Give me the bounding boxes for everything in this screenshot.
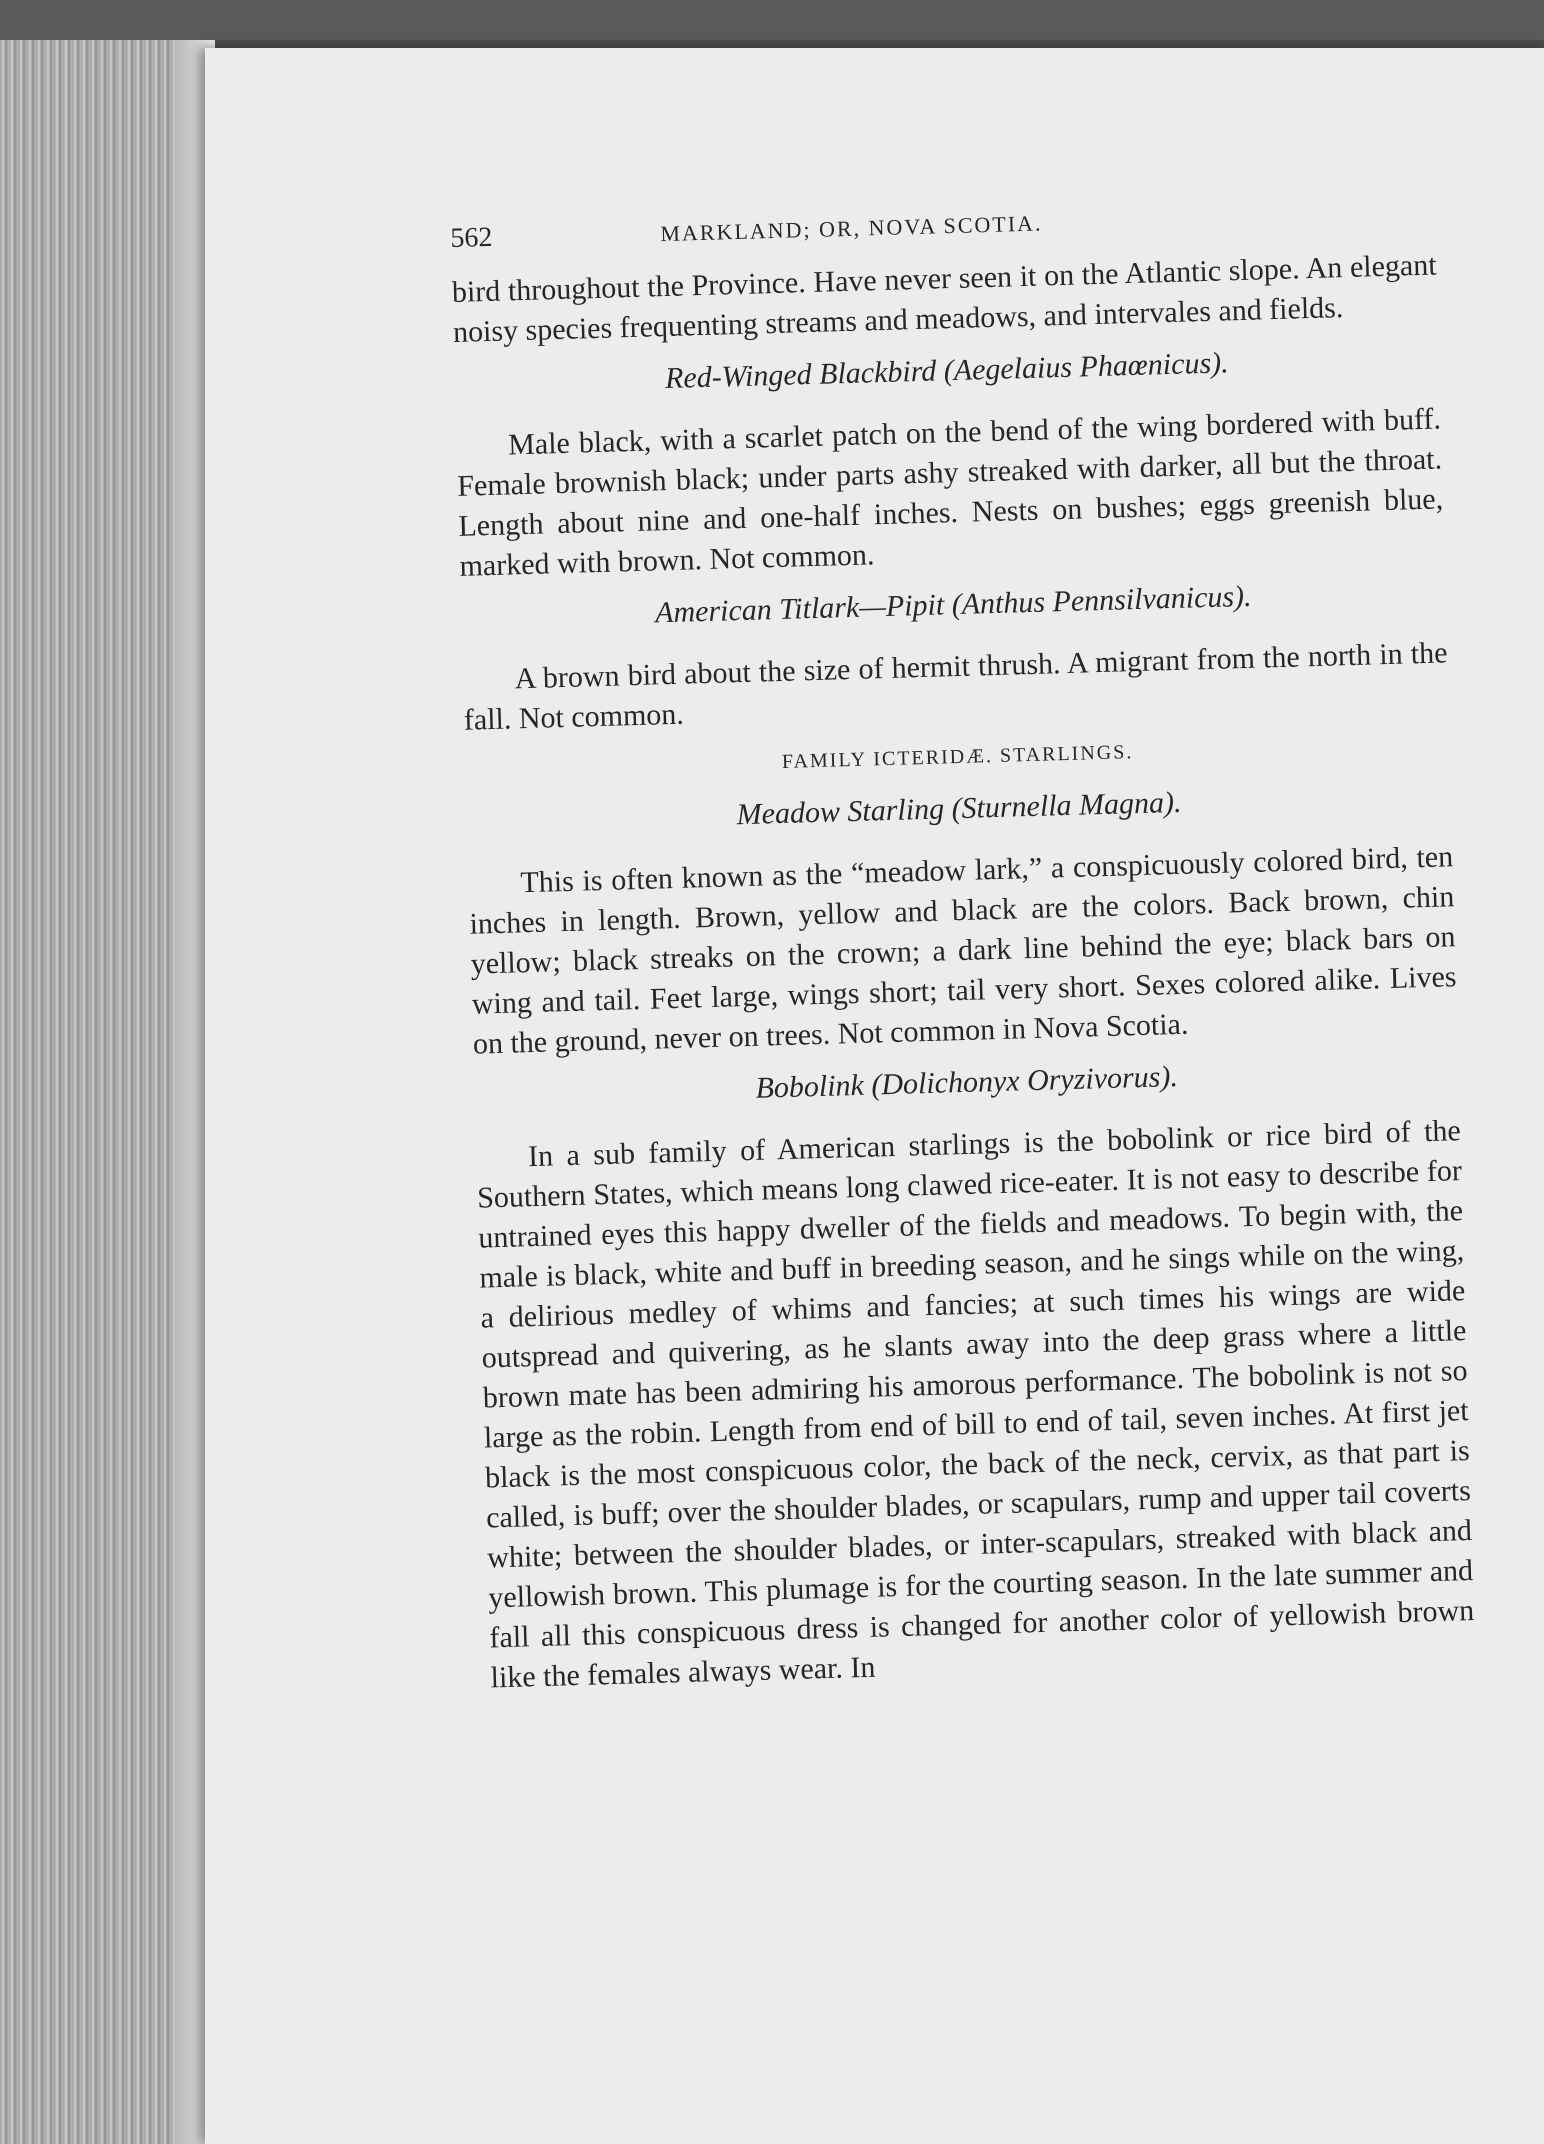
running-title: MARKLAND; OR, NOVA SCOTIA. [660, 210, 1043, 247]
book-page [205, 48, 1544, 2144]
bobolink-heading: Bobolink (Dolichonyx Oryzivorus). [755, 1060, 1179, 1105]
redwing-paragraph: Male black, with a scarlet patch on the bend of the wing bordered with buff. Female brownish black; under parts ashy streaked with darker, all but the throat. Length about nine and one-half inches. Nests on bushes; eggs greenish blue, marked with brown. Not common. [456, 402, 1444, 583]
titlark-heading: American Titlark—Pipit (Anthus Pennsilvanicus). [654, 579, 1252, 630]
redwing-heading: Red-Winged Blackbird (Aegelaius Phaœnicus). [664, 346, 1230, 396]
scan-background [0, 0, 1544, 40]
bobolink-paragraph: In a sub family of American starlings is the bobolink or rice bird of the Southern States, which means long clawed rice-eater. It is not easy to describe for untrained eyes this happy dweller of the fields and meadows. To begin with, the male is black, white and buff in breeding season, and he sings while on the wing, a delirious medley of whims and fancies; at such times his wings are wide outspread and quivering, as he slants away into the deep grass where a little brown mate has been admiring his amorous performance. The bobolink is not so large as the robin. Length from end of bill to end of tail, seven inches. At first jet black is the most conspicuous color, the back of the neck, cervix, as that part is called, is buff; over the shoulder blades, or scapulars, rump and upper tail coverts white; between the shoulder blades, or inter-scapulars, streaked with black and yellowish brown. This plumage is for the courting season. In the late summer and fall all this conspicuous dress is changed for another color of yellowish brown like the females always wear. In [476, 1114, 1475, 1695]
page-edges [0, 40, 215, 2144]
meadow-paragraph: This is often known as the “meadow lark,” a conspicuously colored bird, ten inches in length. Brown, yellow and black are the colors. Back brown, chin yellow; black streaks on the crown; a dark line behind the eye; black bars on wing and tail. Feet large, wings short; tail very short. Sexes colored alike. Lives on the ground, never on trees. Not common in Nova Scotia. [469, 840, 1457, 1061]
meadow-heading: Meadow Starling (Sturnella Magna). [736, 785, 1182, 832]
intro-paragraph: bird throughout the Province. Have never seen it on the Atlantic slope. An elegant noisy species frequenting streams and meadows, and intervales and fields. [451, 248, 1438, 349]
titlark-paragraph: A brown bird about the size of hermit thrush. A migrant from the north in the fall. Not common. [463, 636, 1448, 737]
page-number: 562 [450, 221, 493, 254]
family-heading: FAMILY ICTERIDÆ. STARLINGS. [781, 741, 1134, 773]
page-content [450, 195, 1476, 1698]
